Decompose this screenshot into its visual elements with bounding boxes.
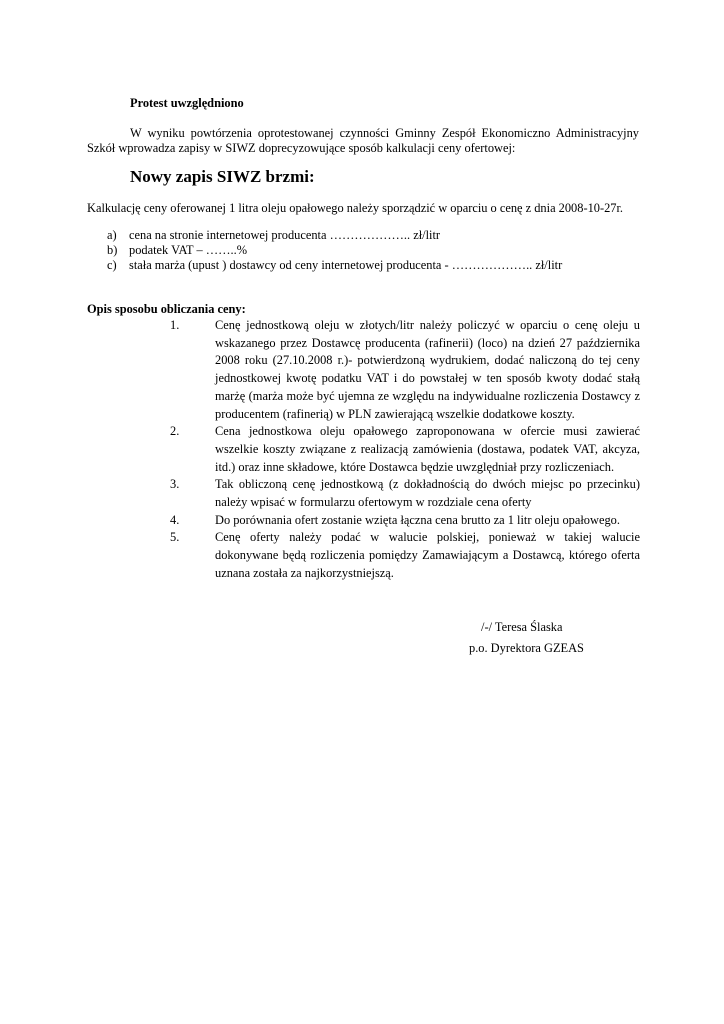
calculation-statement: Kalkulację ceny oferowanej 1 litra oleju opałowego należy sporządzić w oparciu o cenę z dnia 2008-10-27r.	[87, 201, 624, 215]
step-text: Cena jednostkowa oleju opałowego zaproponowana w ofercie musi zawierać wszelkie koszty związane z realizacją zamówienia (dostawa, podatek VAT, akcyza, itd.) oraz inne składowe, które Dostawca będzie uwzględniał przy rozliczeniach.	[215, 424, 640, 474]
intro-paragraph: W wyniku powtórzenia oprotestowanej czynności Gminny Zespół Ekonomiczno Administracyjny Szkół wprowadza zapisy w SIWZ doprecyzowujące sposób kalkulacji ceny ofertowej:	[87, 126, 639, 155]
list-item	[87, 243, 647, 258]
signature-name: /-/ Teresa Ślaska	[481, 620, 563, 634]
step-number: 1.	[170, 318, 180, 332]
step-number: 2.	[170, 424, 180, 439]
price-components-list	[87, 228, 647, 273]
list-item	[170, 476, 640, 511]
method-title: Opis sposobu obliczania ceny:	[87, 302, 246, 316]
signature-role: p.o. Dyrektora GZEAS	[469, 641, 584, 655]
step-text: Cenę oferty należy podać w walucie polskiej, ponieważ w takiej walucie dokonywane będą rozliczenia pomiędzy Zamawiającym a Dostawcą, którego oferta uznana została za najkorzystniejszą.	[215, 530, 640, 580]
list-item	[87, 258, 647, 273]
list-item-text: stała marża (upust ) dostawcy od ceny internetowej producenta - ……………….. zł/litr	[129, 258, 563, 272]
list-item	[170, 423, 640, 476]
list-marker: a)	[107, 228, 117, 242]
step-text: Cenę jednostkową oleju w złotych/litr należy policzyć w oparciu o cenę oleju u wskazanego przez Dostawcę producenta (rafinerii) (loco) na dzień 27 października 2008 roku (27.10.2008 r.)- potwierdzoną wydrukiem, dodać naliczoną do tej ceny jednostkowej kwotę podatku VAT i do powstałej w ten sposób kwoty dodać stałą marżę (marża może być ujemna ze względu na indywidualne rozliczenia Dostawcy z producentem (rafinerią) w PLN zawierającą wszelkie dodatkowe koszty.	[215, 318, 640, 421]
step-number: 4.	[170, 512, 180, 527]
protest-heading: Protest uwzględniono	[130, 96, 244, 110]
list-item	[170, 317, 640, 423]
list-item	[170, 512, 640, 530]
list-marker: b)	[107, 243, 118, 257]
step-number: 5.	[170, 530, 180, 545]
step-text: Tak obliczoną cenę jednostkową (z dokładnością do dwóch miejsc po przecinku) należy wpisać w formularzu ofertowym w rozdziale cena oferty	[215, 477, 640, 510]
list-marker: c)	[107, 258, 117, 272]
step-text: Do porównania ofert zostanie wzięta łączna cena brutto za 1 litr oleju opałowego.	[215, 512, 620, 527]
siwz-title: Nowy zapis SIWZ brzmi:	[130, 167, 315, 186]
list-item	[87, 228, 647, 243]
list-item-text: podatek VAT – ……..%	[129, 243, 248, 257]
step-number: 3.	[170, 477, 180, 492]
method-steps-list	[170, 317, 640, 583]
list-item-text: cena na stronie internetowej producenta ……………….. zł/litr	[129, 228, 441, 242]
list-item	[170, 529, 640, 582]
